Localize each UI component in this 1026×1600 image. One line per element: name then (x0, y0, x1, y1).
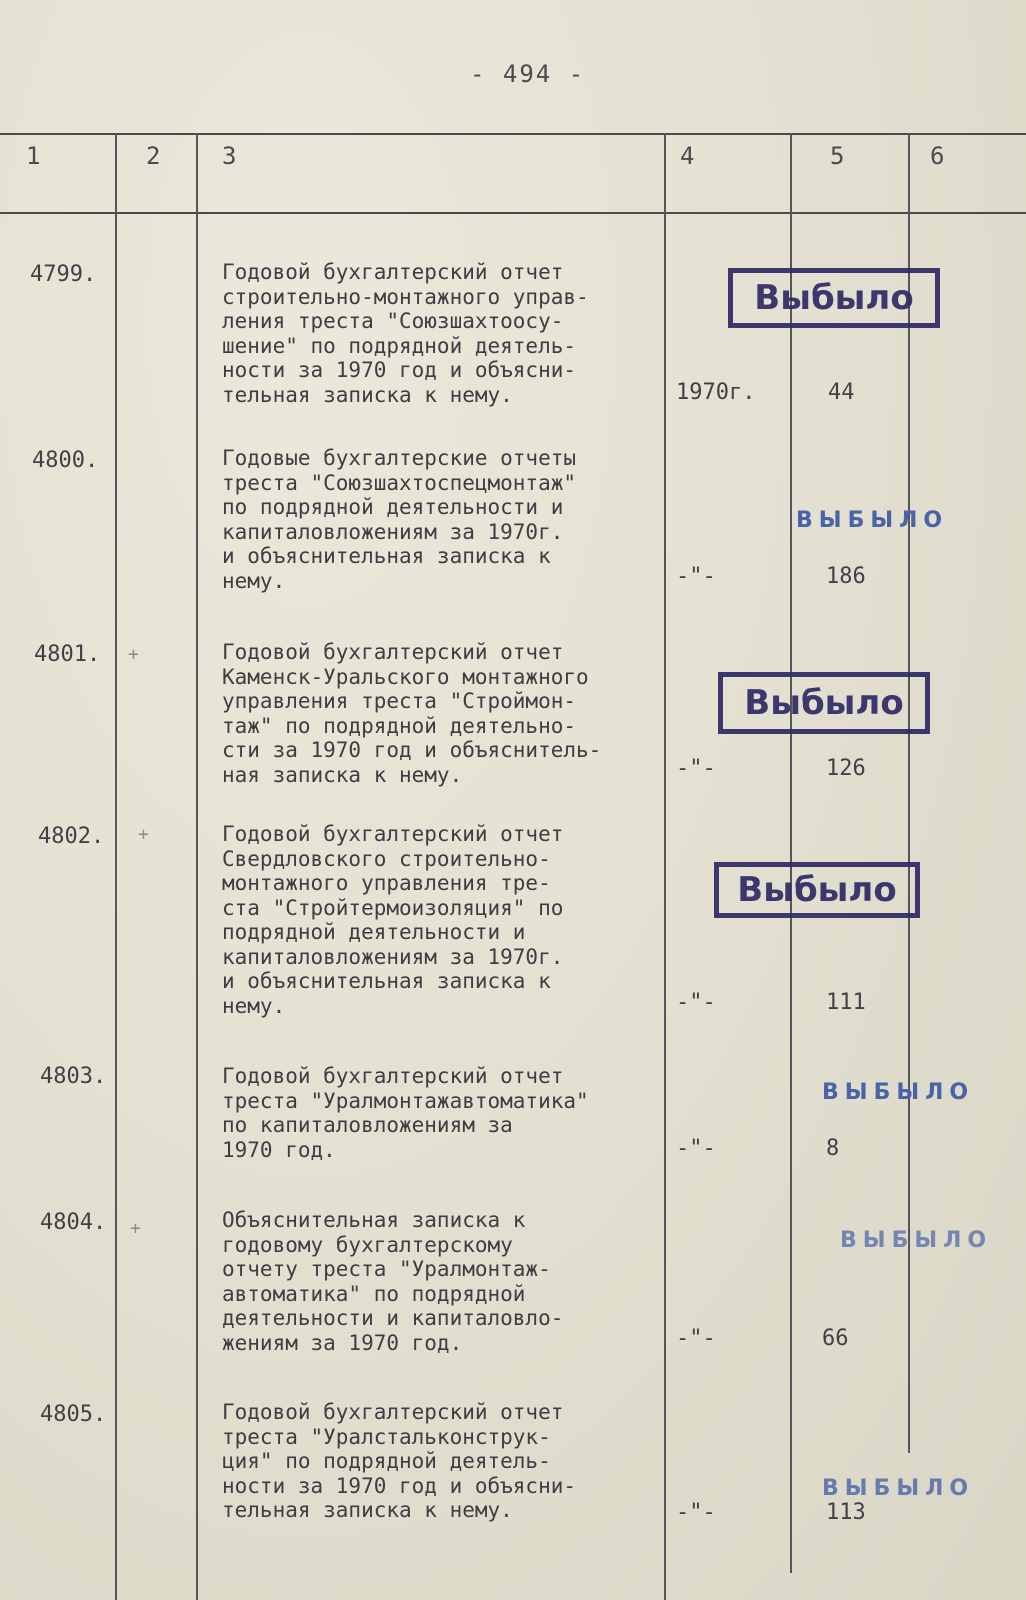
column-header-1: 1 (26, 142, 41, 170)
entry-sheets: 113 (826, 1500, 866, 1525)
entry-number: 4800. (32, 448, 99, 473)
entry-number: 4803. (40, 1064, 107, 1089)
withdrawn-stamp: Выбыло (728, 268, 940, 328)
entry-sheets: 126 (826, 756, 866, 781)
withdrawn-stamp: Выбыло (718, 672, 930, 734)
entry-date: -"- (676, 564, 716, 589)
withdrawn-stamp: ВЫБЫЛО (796, 508, 949, 533)
check-mark-icon: + (128, 644, 139, 665)
entry-title: Годовой бухгалтерский отчет треста "Уралмонтажавтоматика" по капиталовложениям за 1970 год. (222, 1064, 589, 1162)
column-header-4: 4 (680, 142, 695, 170)
entry-number: 4802. (38, 824, 105, 849)
entry-date: 1970г. (676, 380, 756, 405)
withdrawn-stamp: ВЫБЫЛО (822, 1476, 975, 1501)
entry-title: Годовые бухгалтерские отчеты треста "Союзшахтоспецмонтаж" по подрядной деятельности и капиталовложениям за 1970г. и объяснительная записка к нему. (222, 446, 577, 593)
entry-title: Годовой бухгалтерский отчет Каменск-Уральского монтажного управления треста "Строймон- таж" по подрядной деятельно- сти за 1970 год и объяснитель- ная записка к нему. (222, 640, 602, 787)
entry-sheets: 8 (826, 1136, 840, 1161)
entry-number: 4804. (40, 1210, 107, 1235)
entry-number: 4799. (30, 262, 97, 287)
entry-title: Объяснительная записка к годовому бухгалтерскому отчету треста "Уралмонтаж- автоматика" по подрядной деятельности и капиталовло- жениям за 1970 год. (222, 1208, 564, 1355)
column-divider (790, 133, 792, 1573)
withdrawn-stamp: ВЫБЫЛО (822, 1080, 975, 1105)
table-header-rule (0, 212, 1026, 214)
entry-date: -"- (676, 1500, 716, 1525)
entry-sheets: 44 (828, 380, 855, 405)
entry-title: Годовой бухгалтерский отчет строительно-монтажного управ- ления треста "Союзшахтоосу- шение" по подрядной деятель- ности за 1970 год и объясни- тельная записка к нему. (222, 260, 589, 407)
entry-title: Годовой бухгалтерский отчет треста "Уралстальконструк- ция" по подрядной деятель- ности за 1970 год и объясни- тельная записка к нему. (222, 1400, 577, 1522)
column-header-5: 5 (830, 142, 845, 170)
column-header-3: 3 (222, 142, 237, 170)
entry-sheets: 111 (826, 990, 866, 1015)
withdrawn-stamp: Выбыло (714, 862, 920, 918)
column-divider (115, 133, 117, 1600)
entry-title: Годовой бухгалтерский отчет Свердловского строительно- монтажного управления тре- ста "Стройтермоизоляция" по подрядной деятельности и капиталовложениям за 1970г. и объяснительная записка к нему. (222, 822, 564, 1018)
withdrawn-stamp: ВЫБЫЛО (840, 1228, 993, 1253)
entry-number: 4801. (34, 642, 101, 667)
column-header-2: 2 (146, 142, 161, 170)
table-top-rule (0, 133, 1026, 135)
entry-sheets: 66 (822, 1326, 849, 1351)
column-divider (196, 133, 198, 1600)
page-number: - 494 - (470, 60, 586, 88)
entry-number: 4805. (40, 1402, 107, 1427)
entry-date: -"- (676, 1326, 716, 1351)
entry-date: -"- (676, 990, 716, 1015)
column-divider (664, 133, 666, 1600)
entry-date: -"- (676, 756, 716, 781)
check-mark-icon: + (138, 824, 149, 845)
column-header-6: 6 (930, 142, 945, 170)
entry-date: -"- (676, 1136, 716, 1161)
column-divider (908, 133, 910, 1453)
check-mark-icon: + (130, 1218, 141, 1239)
entry-sheets: 186 (826, 564, 866, 589)
